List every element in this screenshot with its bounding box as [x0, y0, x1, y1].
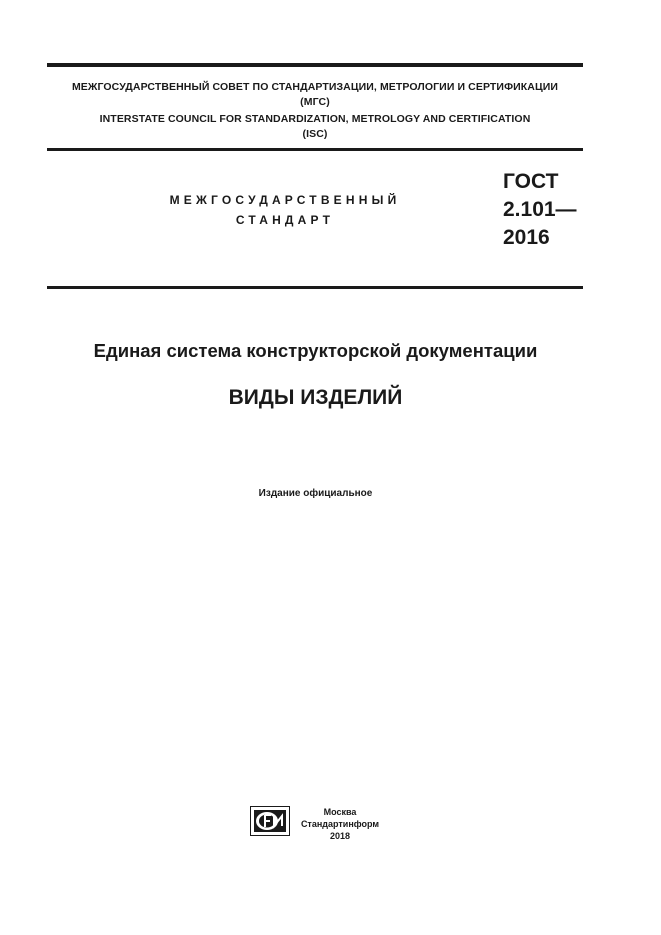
standard-designation: [503, 168, 577, 252]
standartinform-logo-icon: [250, 806, 290, 836]
standard-type-line2: СТАНДАРТ: [235, 213, 335, 227]
designation-year: 2016: [503, 226, 550, 249]
council-name-ru: [47, 80, 583, 110]
standard-type-line1: МЕЖГОСУДАРСТВЕННЫЙ: [169, 193, 401, 207]
council-en-abbrev: (ISC): [302, 128, 328, 140]
system-title: Единая система конструкторской документации: [93, 340, 538, 361]
council-en-line1: INTERSTATE COUNCIL FOR STANDARDIZATION, METROLOGY AND CERTIFICATION: [99, 113, 531, 125]
publisher-name: Стандартинформ: [300, 819, 380, 829]
designation-prefix: ГОСТ: [503, 170, 559, 193]
publisher-imprint: [300, 806, 380, 842]
publisher-year: 2018: [329, 831, 351, 841]
bottom-rule: [47, 286, 583, 289]
document-title: ВИДЫ ИЗДЕЛИЙ: [228, 386, 403, 409]
middle-rule: [47, 148, 583, 151]
designation-number: 2.101—: [503, 198, 577, 221]
council-ru-abbrev: (МГС): [300, 96, 330, 108]
top-rule: [47, 63, 583, 67]
council-name-en: [47, 112, 583, 142]
edition-note: Издание официальное: [258, 488, 373, 499]
council-ru-line1: МЕЖГОСУДАРСТВЕННЫЙ СОВЕТ ПО СТАНДАРТИЗАЦИИ, МЕТРОЛОГИИ И СЕРТИФИКАЦИИ: [71, 81, 559, 93]
publisher-city: Москва: [323, 807, 357, 817]
